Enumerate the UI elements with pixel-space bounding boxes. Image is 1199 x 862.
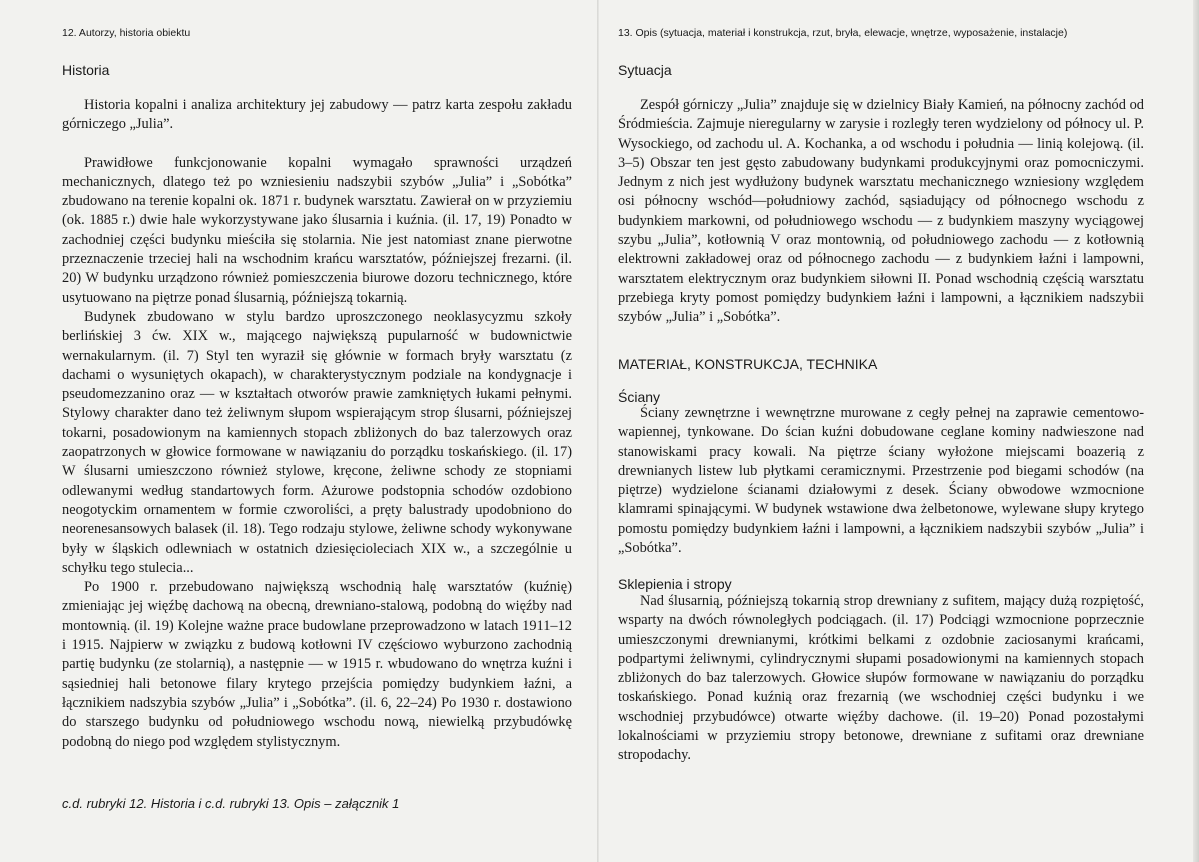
column-header-right: 13. Opis (sytuacja, materiał i konstrukcja, rzut, bryła, elewacje, wnętrze, wyposażenie, instalacje) <box>618 27 1068 39</box>
history-paragraph: Historia kopalni i analiza architektury jej zabudowy — patrz karta zespołu zakładu górniczego „Julia”. <box>62 97 572 133</box>
page-edge-shadow <box>1193 0 1199 862</box>
vaults-text <box>618 592 1144 766</box>
page-gutter <box>597 0 599 862</box>
situation-paragraph: Zespół górniczy „Julia” znajduje się w dzielnicy Biały Kamień, na północny zachód od Śródmieścia. Zajmuje nieregularny w zarysie i rozległy teren wydzielony od północy ul. P. Wysockiego, od zachodu ul. A. Kochanka, a od wschodu i południa — linią kolejową. (il. 3–5) Obszar ten jest gęsto zabudowany budynkami produkcyjnymi oraz pomocniczymi. Jednym z nich jest wydłużony budynek warsztatu mechanicznego wzniesiony względem osi północny wschód—południowy zachód, sąsiadujący od północnego wschodu z budynkiem markowni, od południowego wschodu — z budynkiem maszyny wyciągowej szybu „Julia”, kotłownią V oraz montownią, od południowego zachodu — z kotłownią elektrowni zakładowej oraz od północnego zachodu — z budynkiem łaźni i lampowni, warsztatem elektrycznym oraz budynkiem siłowni II. Ponad wschodnią częścią warsztatu przebiega kryty pomost pomiędzy budynkiem łaźni i lampowni, a łącznikiem nadszybii szybów „Julia” i „Sobótka”. <box>618 97 1144 326</box>
walls-text <box>618 404 1144 558</box>
history-paragraph: Budynek zbudowano w stylu bardzo uproszczonego neoklasycyzmu szkoły berlińskiej 3 ćw. XIX w., mającego największą pupularność w budownictwie wernakularnym. (il. 7) Styl ten wyraził się głównie w formach bryły warsztatu (z dachami o wysuniętych okapach), w charakterystycznym podziale na kondygnacje i pseudomezzanino oraz — w kształtach otworów prawie zamkniętych łukami pełnymi. Stylowy charakter dano też żeliwnym słupom wspierającym strop ślusarni, późniejszej tokarni, posadowionym na kamiennych stopach zbliżonych do baz talerzowych oraz zaopatrzonych w głowice formowane w nawiązaniu do porządku toskańskiego. (il. 17) W ślusarni umieszczono również stylowe, kręcone, żeliwne schody ze stopniami odlewanymi według standartowych form. Ażurowe podstopnia schodów ozdobiono neogotyckim ornamentem w formie czworoliści, a pręty balustrady upodobniono do neorenesansowych balasek (il. 18). Tego rodzaju stylowe, żeliwne schody wykonywane były w śląskich odlewniach w ostatnich dziesięcioleciach XIX w., a szczególnie u schyłku tego stulecia... <box>62 308 572 576</box>
vaults-heading: Sklepienia i stropy <box>618 576 732 592</box>
section-title-historia: Historia <box>62 62 110 78</box>
material-heading: MATERIAŁ, KONSTRUKCJA, TECHNIKA <box>618 356 878 372</box>
history-paragraph: Po 1900 r. przebudowano największą wschodnią halę warsztatów (kuźnię) zmieniając jej więźbę dachową na obecną, drewniano-stalową, podobną do więźby nad montownią. (il. 19) Kolejne ważne prace budowlane przeprowadzono w latach 1911–12 i 1915. Najpierw w związku z budową kotłowni IV częściowo wyburzono zachodnią partię budynku (ze stolarnią), a następnie — w 1915 r. wbudowano do wnętrza kuźni i sąsiedniej hali betonowe filary krytego przejścia pomiędzy budynkiem łaźni, a łącznikiem nadszybia szybów „Julia” i „Sobótka”. (il. 6, 22–24) Po 1930 r. dostawiono do starszego budynku od południowego wschodu nową, niewielką przybudówkę podobną do niego pod względem stylistycznym. <box>62 579 572 750</box>
walls-heading: Ściany <box>618 389 661 405</box>
section-title-sytuacja: Sytuacja <box>618 62 672 78</box>
history-paragraph: Prawidłowe funkcjonowanie kopalni wymagało sprawności urządzeń mechanicznych, dlatego też po wzniesieniu nadszybii szybów „Julia” i „Sobótka” zbudowano na terenie kopalni ok. 1871 r. budynek warsztatu. Zawierał on w przyziemiu (ok. 1885 r.) dwie hale wykorzystywane jako ślusarnia i kuźnia. (il. 17, 19) Ponadto w zachodniej części budynku mieściła się stolarnia. Nie jest natomiast znane pierwotne przeznaczenie trzeciej hali na wschodnim krańcu warsztatów, późniejszej frezarni. (il. 20) W budynku urządzono również pomieszczenia biurowe dozoru technicznego, które usytuowano na piętrze ponad ślusarnią, późniejszą tokarnią. <box>62 154 572 306</box>
situation-text <box>618 96 1144 328</box>
column-header-left: 12. Autorzy, historia obiektu <box>62 27 191 39</box>
history-text <box>62 96 572 752</box>
walls-paragraph: Ściany zewnętrzne i wewnętrzne murowane z cegły pełnej na zaprawie cementowo-wapiennej, tynkowane. Do ścian kuźni dobudowane ceglane kominy nadwieszone nad stanowiskami pracy kowali. Na piętrze ściany wyłożone miejscami boazerią z drewnianych listew lub płytkami ceramicznymi. Przestrzenie pod biegami schodów (na piętrze) wydzielone ścianami działowymi z desek. Ściany obwodowe wzmocnione klamrami spinającymi. W budynek wstawione dwa żelbetonowe, wylewane słupy krytego pomostu pomiędzy budynkiem łaźni i lampowni, a łącznikiem nadszybii szybów „Julia” i „Sobótka”. <box>618 405 1144 557</box>
vaults-paragraph: Nad ślusarnią, późniejszą tokarnią strop drewniany z sufitem, mający dużą rozpiętość, wsparty na dwóch równoległych podciągach. (il. 17) Podciągi wzmocnione poprzecznie umieszczonymi drewnianymi, krótkimi belkami z ozdobnie zaciosanymi krańcami, podpartymi żeliwnymi, cylindrycznymi słupami posadowionymi na kamiennych stopach zbliżonych do baz talerzowych. Głowice słupów formowane w nawiązaniu do porządku toskańskiego. Ponad kuźnią oraz frezarnią (we wschodniej części budynku i we wschodniej przybudówce) otwarte więźby dachowe. (il. 19–20) Ponad pozostałymi lokalnościami w przyziemiu stropy betonowe, drewniane z sufitami oraz drewniane stropodachy. <box>618 593 1144 764</box>
page-footer: c.d. rubryki 12. Historia i c.d. rubryki 13. Opis – załącznik 1 <box>62 796 400 811</box>
